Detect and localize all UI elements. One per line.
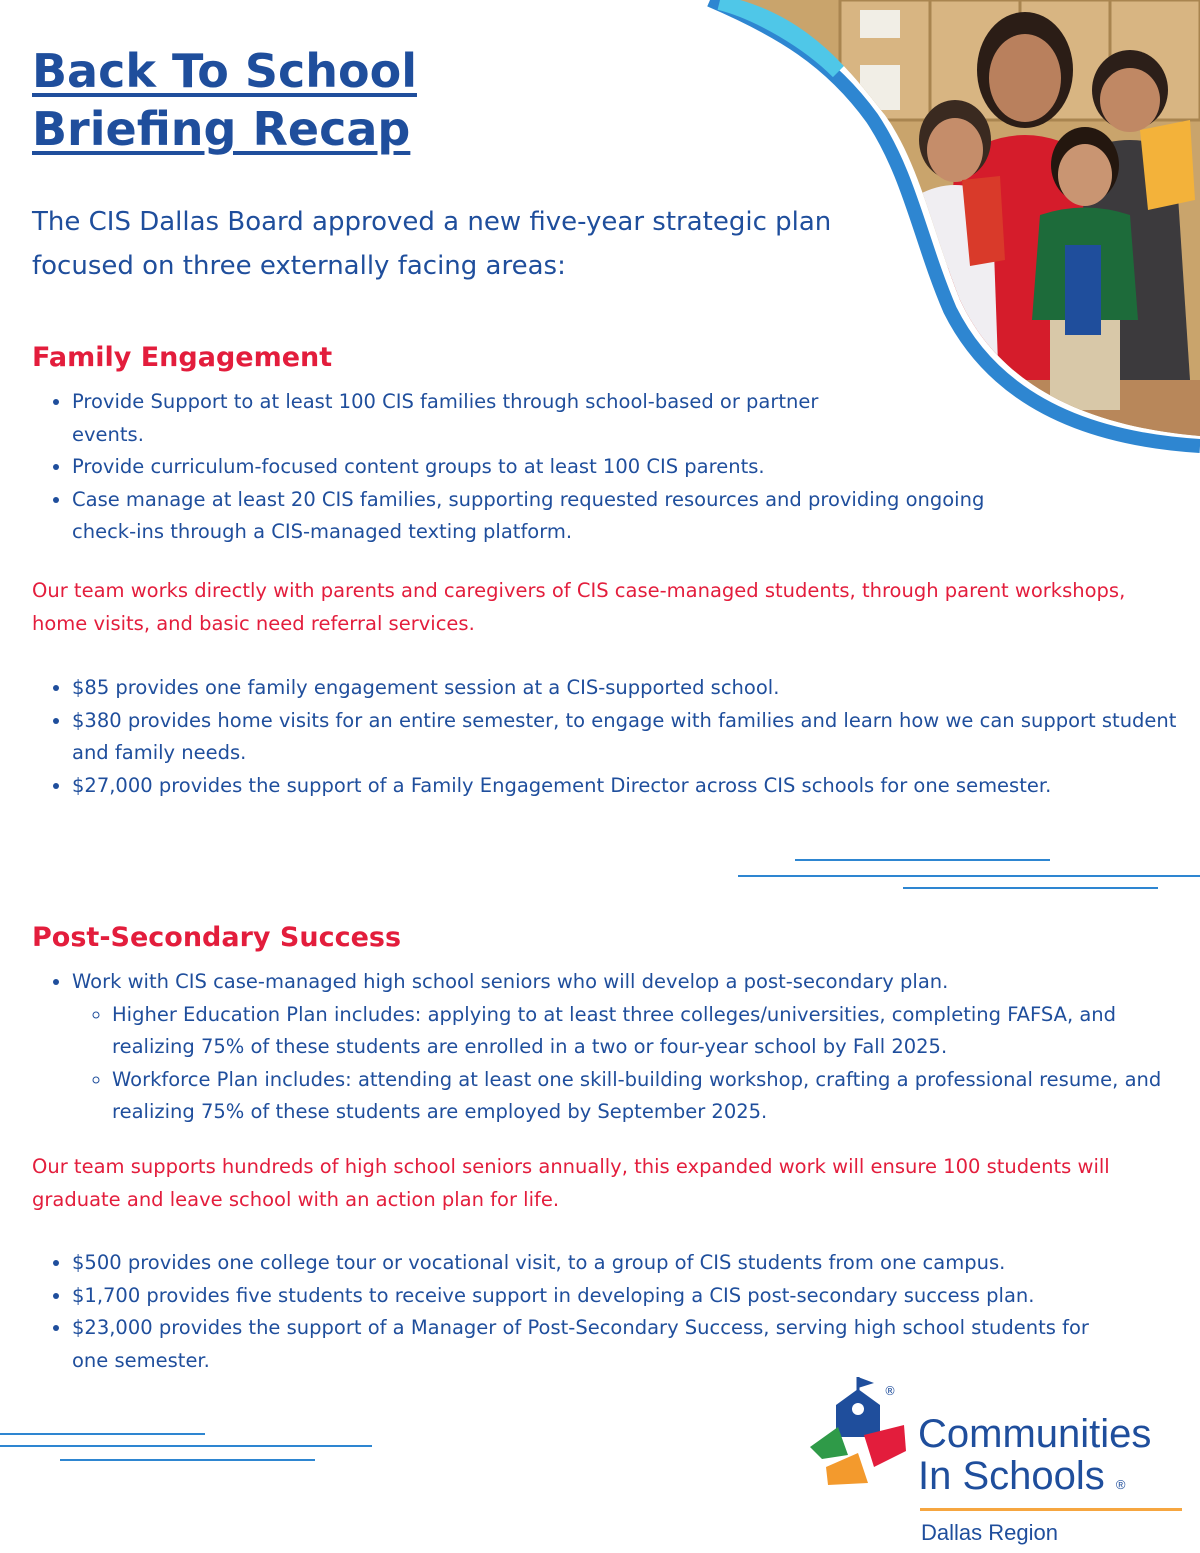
post-secondary-sub-goals [72,999,1200,1129]
list-item: • Case manage at least 20 CIS families, supporting requested resources and providing ongoing check-ins through a CIS-managed texting platform. [72,484,1032,549]
intro-paragraph: The CIS Dallas Board approved a new five-year strategic plan focused on three externally facing areas: [32,207,832,281]
registered-mark: ® [1115,1477,1126,1492]
post-secondary-description: Our team supports hundreds of high school seniors annually, this expanded work will ensure 100 students will graduate and leave school with an action plan for life. [32,1155,1110,1211]
family-engagement-description: Our team works directly with parents and caregivers of CIS case-managed students, through parent workshops, home visits, and basic need referral services. [32,579,1126,635]
list-item: • $23,000 provides the support of a Manager of Post-Secondary Success, serving high school students for one semester. [72,1312,1112,1377]
list-item: ◦ Higher Education Plan includes: applying to at least three colleges/universities, completing FAFSA, and realizing 75% of these students are enrolled in a two or four-year school by Fall 2025. [112,999,1200,1064]
post-secondary-heading: Post-Secondary Success [32,922,402,953]
list-item: • $380 provides home visits for an entire semester, to engage with families and learn how we can support student and family needs. [72,705,1182,770]
post-secondary-giving [32,1247,1200,1377]
family-engagement-goals [32,386,985,549]
decorative-line [60,1459,315,1461]
decorative-line [903,887,1158,889]
list-item: • $1,700 provides five students to receive support in developing a CIS post-secondary success plan. [72,1280,1200,1313]
list-item: • $500 provides one college tour or vocational visit, to a group of CIS students from one campus. [72,1247,1200,1280]
decorative-line [738,875,1200,877]
logo-wordmark [918,1413,1151,1506]
list-item [72,966,1200,1129]
family-engagement-giving [32,672,1182,802]
logo-name-line-2-text: In Schools [918,1454,1105,1498]
decorative-line [0,1445,372,1447]
decorative-line [0,1433,205,1435]
title-line-1: Back To School [32,44,417,98]
family-engagement-heading: Family Engagement [32,342,333,373]
post-secondary-goal: Work with CIS case-managed high school seniors who will develop a post-secondary plan. [72,970,949,993]
title-line-2: Briefing Recap [32,102,411,156]
list-item: • Provide Support to at least 100 CIS families through school-based or partner events. [72,386,832,451]
list-item: ◦ Workforce Plan includes: attending at least one skill-building workshop, crafting a professional resume, and realizing 75% of these students are employed by September 2025. [112,1064,1200,1129]
list-item: • $27,000 provides the support of a Family Engagement Director across CIS schools for one semester. [72,770,1092,803]
logo-divider [920,1508,1182,1511]
list-item: • Provide curriculum-focused content groups to at least 100 CIS parents. [72,451,832,484]
registered-mark: ® [884,1384,896,1398]
page-title [32,42,417,158]
decorative-line [795,859,1050,861]
logo-name-line-2 [918,1455,1151,1506]
communities-in-schools-logo [800,1375,1200,1553]
post-secondary-goals [32,966,1200,1129]
logo-region: Dallas Region [921,1520,1058,1545]
logo-name-line-1: Communities [918,1412,1152,1456]
schoolhouse-icon [808,1375,918,1495]
list-item: • $85 provides one family engagement session at a CIS-supported school. [72,672,1182,705]
